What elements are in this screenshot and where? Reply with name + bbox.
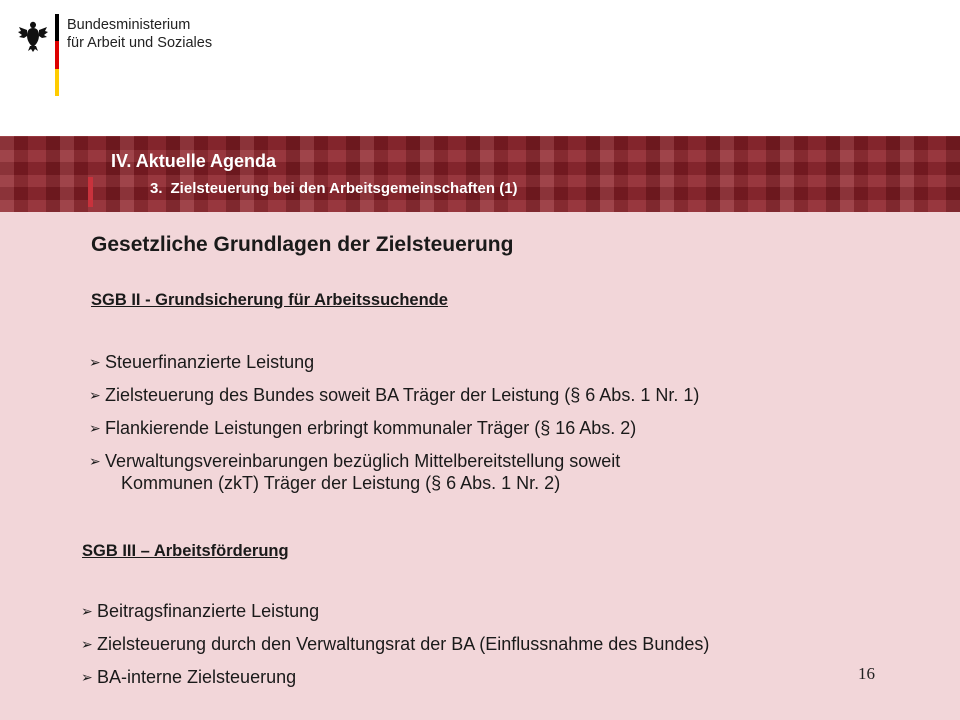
sgb3-bullet-list bbox=[81, 600, 709, 699]
sgb2-bullet-list bbox=[89, 351, 699, 505]
list-item bbox=[81, 666, 709, 688]
list-item-text: Verwaltungsvereinbarungen bezüglich Mittelbereitstellung soweit bbox=[105, 451, 621, 471]
banner-accent-mark bbox=[88, 177, 93, 207]
banner-title: IV. Aktuelle Agenda bbox=[111, 151, 277, 171]
federal-eagle-icon bbox=[18, 20, 48, 52]
list-item-text: Beitragsfinanzierte Leistung bbox=[97, 601, 320, 621]
arrow-bullet-icon: ➢ bbox=[81, 669, 93, 685]
ministry-name bbox=[67, 16, 212, 52]
logo-header bbox=[0, 0, 960, 136]
arrow-bullet-icon: ➢ bbox=[81, 603, 93, 619]
list-item-continuation: Kommunen (zkT) Träger der Leistung (§ 6 Abs. 1 Nr. 2) bbox=[121, 473, 561, 493]
subtitle-number: 3. bbox=[150, 180, 163, 197]
page-number: 16 bbox=[858, 664, 875, 683]
arrow-bullet-icon: ➢ bbox=[89, 387, 101, 403]
arrow-bullet-icon: ➢ bbox=[89, 420, 101, 436]
ministry-line-2: für Arbeit und Soziales bbox=[67, 35, 213, 51]
german-flag-bar bbox=[55, 14, 59, 96]
slide-heading: Gesetzliche Grundlagen der Zielsteuerung bbox=[91, 233, 514, 256]
list-item-text: Steuerfinanzierte Leistung bbox=[105, 352, 315, 372]
title-banner bbox=[0, 136, 960, 212]
list-item bbox=[89, 450, 699, 494]
subtitle-text: Zielsteuerung bei den Arbeitsgemeinschaften (1) bbox=[170, 180, 518, 197]
list-item-text: BA-interne Zielsteuerung bbox=[97, 667, 297, 687]
list-item-text: Zielsteuerung durch den Verwaltungsrat der BA (Einflussnahme des Bundes) bbox=[97, 634, 710, 654]
list-item bbox=[89, 417, 699, 439]
list-item bbox=[81, 633, 709, 655]
banner-subtitle bbox=[150, 180, 518, 197]
section-title-sgb3: SGB III – Arbeitsförderung bbox=[82, 542, 289, 560]
slide-content bbox=[0, 212, 960, 720]
section-title-sgb2: SGB II - Grundsicherung für Arbeitssuchende bbox=[91, 291, 448, 309]
list-item-text: Zielsteuerung des Bundes soweit BA Träger der Leistung (§ 6 Abs. 1 Nr. 1) bbox=[105, 385, 700, 405]
list-item-text: Flankierende Leistungen erbringt kommunaler Träger (§ 16 Abs. 2) bbox=[105, 418, 637, 438]
list-item bbox=[89, 351, 699, 373]
arrow-bullet-icon: ➢ bbox=[89, 354, 101, 370]
arrow-bullet-icon: ➢ bbox=[81, 636, 93, 652]
arrow-bullet-icon: ➢ bbox=[89, 453, 101, 469]
list-item bbox=[89, 384, 699, 406]
ministry-line-1: Bundesministerium bbox=[67, 17, 191, 33]
list-item bbox=[81, 600, 709, 622]
